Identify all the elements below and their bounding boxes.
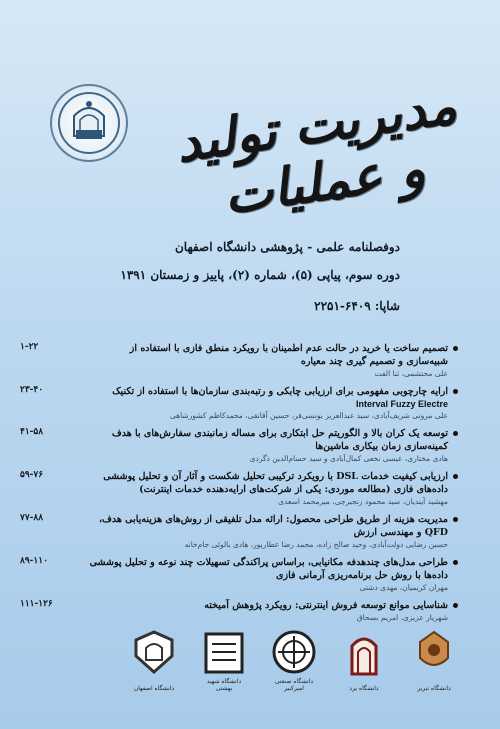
page-range: ۸۹-۱۱۰: [20, 556, 48, 566]
page-range: ۱-۲۲: [20, 342, 39, 352]
toc-item[interactable]: [20, 385, 458, 421]
university-logo-2: [338, 628, 390, 692]
toc-item[interactable]: [20, 342, 458, 379]
university-logo-3: [268, 628, 320, 692]
toc-item[interactable]: [20, 470, 458, 507]
university-seal-logo: [50, 84, 128, 162]
bullet-icon: [453, 517, 458, 522]
page-range: ۴۱-۵۸: [20, 427, 44, 437]
article-authors: علی محتشمی، ثنا الفت: [374, 369, 448, 378]
toc-item[interactable]: [20, 599, 458, 623]
bullet-icon: [453, 474, 458, 479]
bullet-icon: [453, 346, 458, 351]
journal-subtitle: دوفصلنامه علمی - پژوهشی دانشگاه اصفهان: [174, 240, 400, 254]
article-authors: مهران کریمیان، مهدی دشتی: [359, 583, 448, 592]
article-title: طراحی مدل‌های چندهدفه مکانیابی، براساس پراکندگی تسهیلات چند نوعه و تحلیل پوششی داده‌ها با روش حل برنامه‌ریزی آرمانی فازی: [89, 557, 448, 581]
logo-caption: دانشگاه اصفهان: [133, 685, 175, 692]
logo-caption: دانشگاه شهید بهشتی: [206, 678, 242, 692]
article-title: ارایه چارچوبی مفهومی برای ارزیابی چابکی و رتبه‌بندی سازمان‌ها با استفاده از تکنیک: [112, 386, 448, 397]
bullet-icon: [453, 389, 458, 394]
university-logo-5: [128, 628, 180, 692]
article-title: تصمیم ساخت یا خرید در حالت عدم اطمینان با رویکرد منطق فازی با استفاده از شبیه‌سازی و تصمیم گیری چند معیاره: [129, 343, 448, 367]
page-range: ۱۱۱-۱۲۶: [20, 599, 53, 609]
page-range: ۷۷-۸۸: [20, 513, 44, 523]
article-title: توسعه یک کران بالا و الگوریتم حل ابتکاری برای مساله زمانبندی سفارش‌های با هدف کمینه‌سازی زمان بیکاری ماشین‌ها: [111, 428, 448, 452]
bullet-icon: [453, 603, 458, 608]
article-authors: شهریار عزیزی، امریم بسحاق: [356, 613, 448, 622]
toc-item[interactable]: [20, 556, 458, 593]
toc-item[interactable]: [20, 427, 458, 464]
article-authors: حسین رضایی دولت‌آبادی، وحید صالح زاده، محمد رضا عطارپور، هادی بالوئی جام‌خانه: [184, 540, 448, 549]
university-logo-4: [198, 628, 250, 692]
article-authors: هادی مختاری، عیسی نخعی کمال‌آبادی و سید حسام‌الدین ذگردی: [249, 454, 448, 463]
partner-logos: [110, 628, 460, 692]
journal-title: مدیریت تولید و عملیات: [172, 74, 461, 227]
article-title: مدیریت هزینه از طریق طراحی محصول: ارائه مدل تلفیقی از روش‌های هزینه‌یابی هدف، QFD و مهندسی ارزش: [98, 514, 448, 538]
toc-item[interactable]: [20, 513, 458, 550]
logo-caption: دانشگاه یزد: [349, 685, 379, 692]
university-logo-1: [408, 628, 460, 692]
issn: شاپا: ۶۴۰۹-۲۲۵۱: [314, 299, 400, 313]
page-range: ۵۹-۷۶: [20, 470, 44, 480]
logo-caption: دانشگاه صنعتی امیرکبیر: [274, 678, 314, 692]
article-authors: مهشید آیندیان، سید محمود زنجیرچی، میرمحمد اسعدی: [278, 497, 448, 506]
page-range: ۲۳-۴۰: [20, 385, 44, 395]
article-title: شناسایی موانع توسعه فروش اینترنتی: رویکرد پژوهش آمیخته: [204, 600, 448, 611]
table-of-contents: [20, 342, 458, 629]
article-title: ارزیابی کیفیت خدمات DSL با رویکرد ترکیبی تحلیل شکست و آثار آن و تحلیل پوششی داده‌های فازی (مطالعه موردی: یکی از شرکت‌های ارایه‌دهنده خدمات اینترنت): [103, 471, 448, 495]
article-authors: علی مروتی شریف‌آبادی، سید عبدالعزیز یونسی‌فر، حسین آقاتقی، محمدکاظم کشورشاهی: [169, 411, 448, 420]
article-title-english: Interval Fuzzy Electre: [355, 399, 448, 409]
bullet-icon: [453, 431, 458, 436]
bullet-icon: [453, 560, 458, 565]
issue-info: دوره سوم، پیاپی (۵)، شماره (۲)، پاییز و زمستان ۱۳۹۱: [120, 268, 400, 282]
logo-caption: دانشگاه تبریز: [417, 685, 451, 692]
